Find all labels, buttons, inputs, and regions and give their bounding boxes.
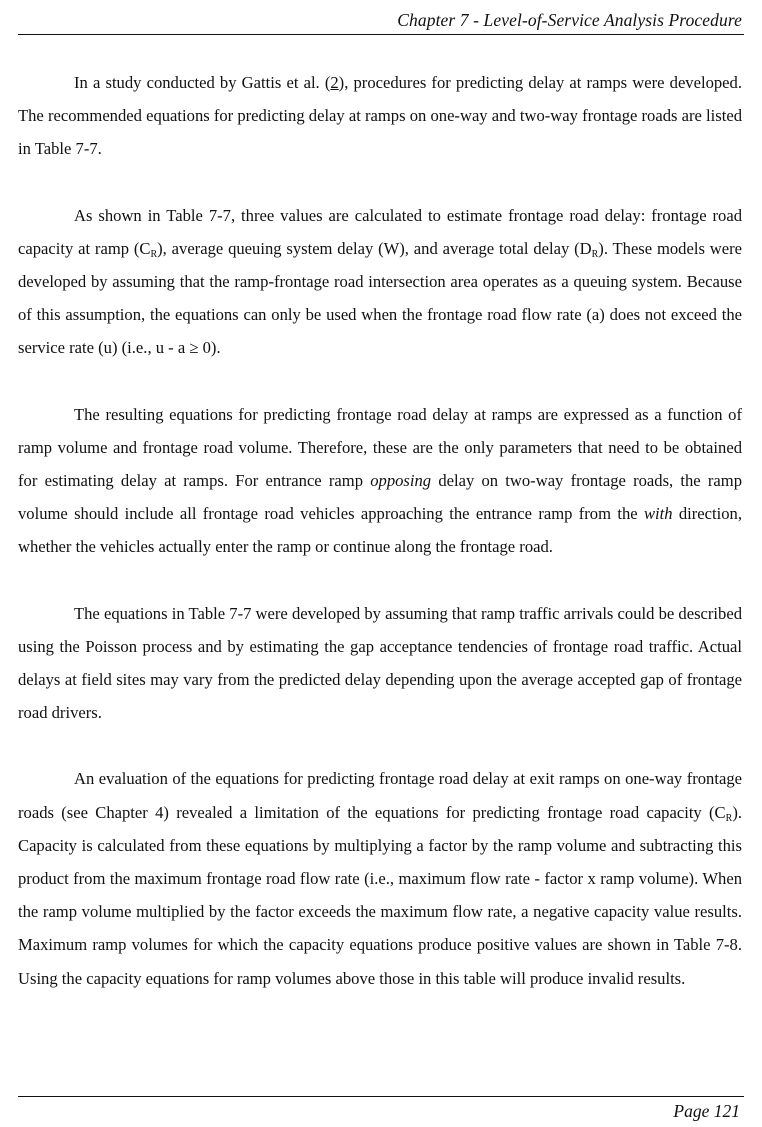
paragraph-2 <box>18 199 742 365</box>
subscript-r: R <box>591 248 599 260</box>
paragraph-4 <box>18 597 742 730</box>
paragraph-3 <box>18 398 742 564</box>
paragraph-3-text-a: The resulting equations for predicting frontage road delay at ramps are expressed as a function of ramp volume and frontage road volume. Therefore, these are the only parameters that need to be obtained for estimating delay at ramps. For entrance ramp <box>18 404 742 491</box>
paragraph-1-text-b: ), procedures for predicting delay at ramps were developed. The recommended equations for predicting delay at ramps on one-way and two-way frontage roads are listed in Table 7-7. <box>18 73 742 159</box>
subscript-r: R <box>150 248 158 260</box>
paragraph-3-text-c: direction, whether the vehicles actually enter the ramp or continue along the frontage road. <box>18 504 742 557</box>
page-number: Page 121 <box>673 1101 740 1121</box>
paragraph-2-text-a: As shown in Table 7-7, three values are calculated to estimate frontage road delay: frontage road capacity at ramp (C <box>18 205 742 258</box>
page-header <box>18 8 744 35</box>
reference-link: 2 <box>330 73 339 92</box>
paragraph-4-text: The equations in Table 7-7 were developed by assuming that ramp traffic arrivals could be described using the Poisson process and by estimating the gap acceptance tendencies of frontage road traffic. Actual delays at field sites may vary from the predicted delay depending upon the average accepted gap of frontage road drivers. <box>18 603 742 723</box>
subscript-r: R <box>725 812 733 824</box>
paragraph-2-text-c: ). These models were developed by assuming that the ramp-frontage road intersection area operates as a queuing system. Because of this assumption, the equations can only be used when the frontage road flow rate (a) does not exceed the service rate (u) (i.e., u - a ≥ 0). <box>18 238 742 358</box>
paragraph-2-text-b: ), average queuing system delay (W), and average total delay (D <box>157 238 592 258</box>
paragraph-5-text-a: An evaluation of the equations for predicting frontage road delay at exit ramps on one-way frontage roads (see Chapter 4) revealed a limitation of the equations for predicting frontage road capacity (C <box>18 769 742 822</box>
emphasis-opposing: opposing <box>370 471 432 491</box>
paragraph-1 <box>18 66 742 166</box>
page-footer <box>18 1096 744 1125</box>
chapter-title: Chapter 7 - Level-of-Service Analysis Procedure <box>397 10 742 30</box>
body-text <box>18 66 742 995</box>
paragraph-1-text-a: In a study conducted by Gattis et al. ( <box>74 73 331 92</box>
paragraph-3-text-b: delay on two-way frontage roads, the ramp volume should include all frontage road vehicles approaching the entrance ramp from the <box>18 471 742 524</box>
paragraph-5 <box>18 762 742 994</box>
emphasis-with: with <box>643 504 673 524</box>
paragraph-5-text-b: ). Capacity is calculated from these equations by multiplying a factor by the ramp volume and subtracting this product from the maximum frontage road flow rate (i.e., maximum flow rate - factor x ramp volume). When the ramp volume multiplied by the factor exceeds the maximum flow rate, a negative capacity value results. Maximum ramp volumes for which the capacity equations produce positive values are shown in Table 7-8. Using the capacity equations for ramp volumes above those in this table will produce invalid results. <box>18 802 742 988</box>
